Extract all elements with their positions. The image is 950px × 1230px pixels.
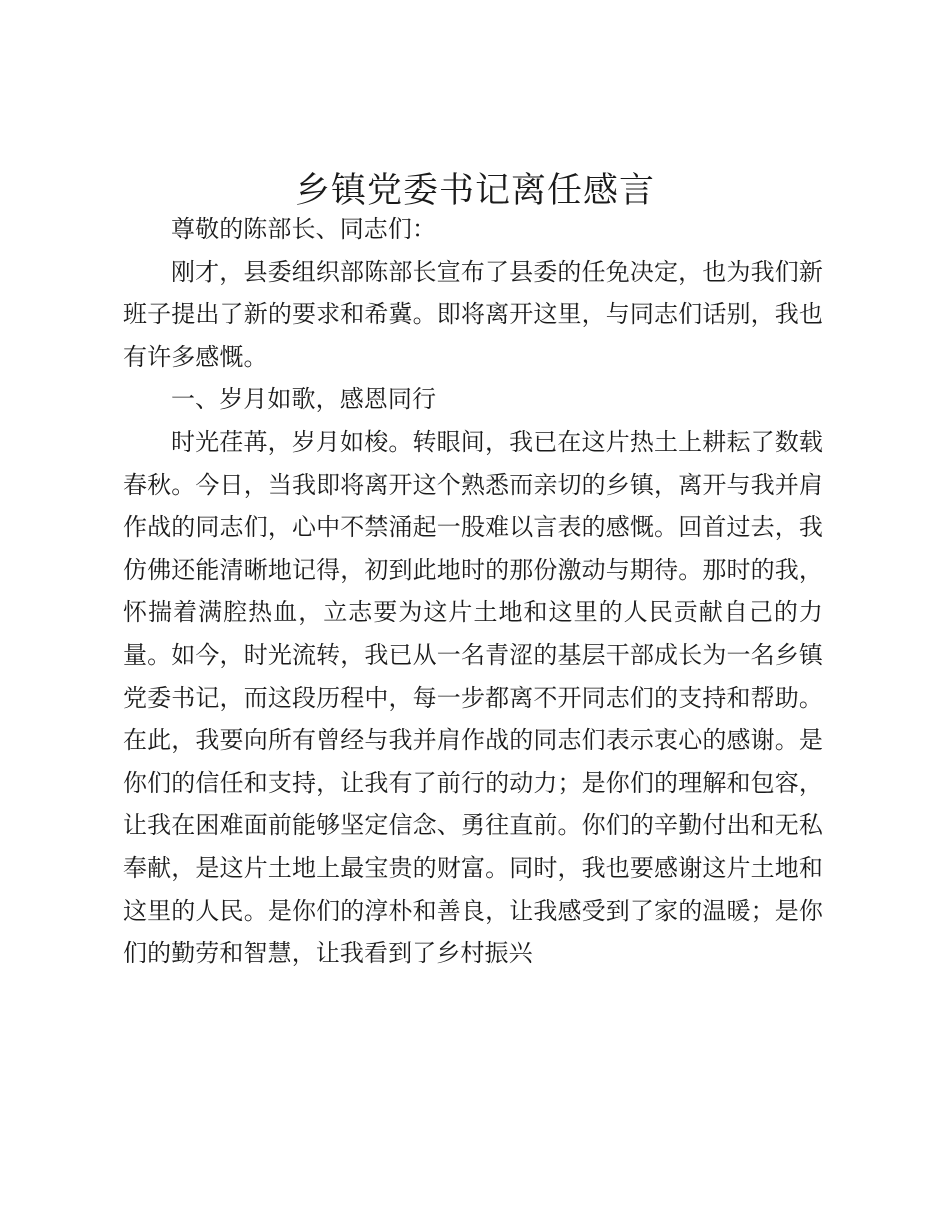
section-heading: 一、岁月如歌，感恩同行 [171, 385, 437, 414]
salutation: 尊敬的陈部长、同志们： [171, 215, 437, 243]
document-title: 乡镇党委书记离任感言 [294, 171, 655, 211]
opening-paragraph: 刚才，县委组织部陈部长宣布了县委的任免决定，也为我们新班子提出了新的要求和希冀。即将离开这里，与同志们话别，我也有许多感慨。 [123, 257, 823, 371]
document-body [123, 208, 823, 975]
body-paragraph: 时光荏苒，岁月如梭。转眼间，我已在这片热土上耕耘了数载春秋。今日，当我即将离开这个熟悉而亲切的乡镇，离开与我并肩作战的同志们，心中不禁涌起一股难以言表的感慨。回首过去，我仿佛还能清晰地记得，初到此地时的那份激动与期待。那时的我，怀揣着满腔热血，立志要为这片土地和这里的人民贡献自己的力量。如今，时光流转，我已从一名青涩的基层干部成长为一名乡镇党委书记，而这段历程中，每一步都离不开同志们的支持和帮助。在此，我要向所有曾经与我并肩作战的同志们表示衷心的感谢。是你们的信任和支持，让我有了前行的动力；是你们的理解和包容，让我在困难面前能够坚定信念、勇往直前。你们的辛勤付出和无私奉献，是这片土地上最宝贵的财富。同时，我也要感谢这片土地和这里的人民。是你们的淳朴和善良，让我感受到了家的温暖；是你们的勤劳和智慧，让我看到了乡村振兴 [123, 427, 823, 968]
